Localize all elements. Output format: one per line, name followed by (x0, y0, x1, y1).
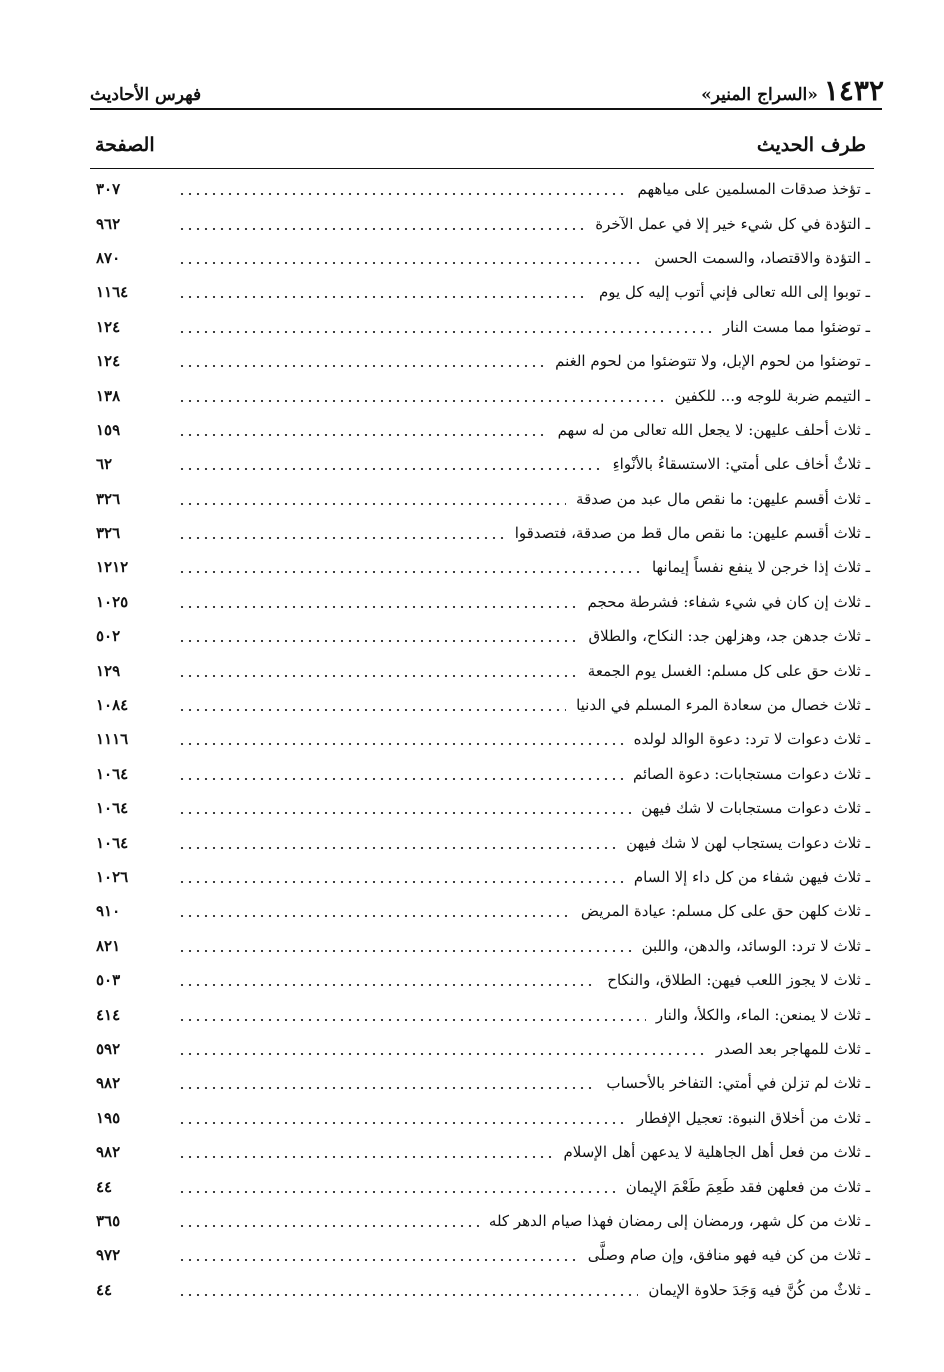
entry-page-number: ١٠٦٤ (96, 799, 129, 818)
header-right-group (701, 76, 884, 106)
dot-leader (178, 606, 577, 608)
list-item (92, 1204, 870, 1238)
dot-leader (178, 709, 566, 711)
entry-page-number: ٩٦٢ (96, 214, 121, 233)
entry-page-number: ٦٢ (96, 455, 113, 474)
entry-hadith-text: ـ ثلاث حق على كل مسلم: الغسل يوم الجمعة (587, 661, 870, 680)
dot-leader (178, 296, 589, 298)
list-item (92, 653, 870, 687)
list-item (92, 516, 870, 550)
dot-leader (178, 537, 505, 539)
entry-hadith-text: ـ ثلاث إذا خرجن لا ينفع نفساً إيمانها (651, 558, 870, 577)
dot-leader (178, 228, 585, 230)
dot-leader (178, 1087, 596, 1089)
dot-leader (178, 881, 624, 883)
entry-page-number: ١٩٥ (96, 1108, 121, 1127)
entry-page-number: ٣٠٧ (96, 180, 121, 199)
dot-leader (178, 950, 632, 952)
dot-leader (178, 640, 578, 642)
entry-hadith-text: ـ ثلاث من فعل أهل الجاهلية لا يدعهن أهل الإسلام (563, 1143, 870, 1162)
list-item (92, 619, 870, 653)
entry-hadith-text: ـ ثلاثٌ من كُنَّ فيه وَجَدَ حلاوة الإيمان (648, 1280, 870, 1299)
entry-hadith-text: ـ ثلاث أقسم عليهن: ما نقص مال قط من صدقة، فتصدقوا (514, 524, 870, 543)
dot-leader (178, 1259, 578, 1261)
list-item (92, 1032, 870, 1066)
entry-page-number: ١٠٦٤ (96, 833, 129, 852)
list-item (92, 997, 870, 1031)
entry-hadith-text: ـ ثلاث لا يجوز اللعب فيهن: الطلاق، والنكاح (607, 971, 870, 990)
entry-page-number: ٩١٠ (96, 902, 121, 921)
entry-hadith-text: ـ ثلاث للمهاجر بعد الصدر (715, 1039, 870, 1058)
list-item (92, 206, 870, 240)
dot-leader (178, 778, 623, 780)
dot-leader (178, 984, 597, 986)
list-item (92, 413, 870, 447)
list-item (92, 1169, 870, 1203)
hadith-index-list (92, 172, 870, 1307)
list-item (92, 757, 870, 791)
entry-page-number: ٤٤ (96, 1280, 113, 1299)
entry-hadith-text: ـ ثلاث دعوات لا ترد: دعوة الوالد لولده (633, 730, 870, 749)
dot-leader (178, 1191, 616, 1193)
entry-hadith-text: ـ ثلاث دعوات مستجابات لا شك فيهن (641, 799, 870, 818)
entry-page-number: ٩٨٢ (96, 1074, 121, 1093)
section-title: فهرس الأحاديث (90, 85, 202, 105)
entry-hadith-text: ـ ثلاث من كن فيه فهو منافق، وإن صام وصلَّى (587, 1246, 870, 1265)
list-item (92, 963, 870, 997)
dot-leader (178, 1122, 627, 1124)
entry-page-number: ١١٦٤ (96, 283, 129, 302)
entry-hadith-text: ـ التيمم ضربة للوجه و... للكفين (674, 386, 870, 405)
list-item (92, 1066, 870, 1100)
entry-hadith-text: ـ ثلاث إن كان في شيء شفاء: فشرطة محجم (587, 592, 870, 611)
dot-leader (178, 915, 571, 917)
entry-hadith-text: ـ ثلاث جدهن جد، وهزلهن جد: النكاح، والطلاق (588, 627, 870, 646)
list-item (92, 275, 870, 309)
entry-hadith-text: ـ ثلاث أحلف عليهن: لا يجعل الله تعالى من له سهم (557, 420, 870, 439)
entry-hadith-text: ـ ثلاث دعوات مستجابات: دعوة الصائم (633, 764, 870, 783)
entry-hadith-text: ـ ثلاث فيهن شفاء من كل داء إلا السام (633, 868, 870, 886)
entry-page-number: ١٢٩ (96, 661, 121, 680)
entry-page-number: ٥٠٣ (96, 971, 121, 990)
list-item (92, 310, 870, 344)
entry-page-number: ١٠٢٥ (96, 592, 129, 611)
entry-hadith-text: ـ التؤدة والاقتصاد، والسمت الحسن (654, 248, 870, 267)
entry-hadith-text: ـ ثلاث أقسم عليهن: ما نقص مال عبد من صدقة (576, 489, 870, 508)
list-item (92, 550, 870, 584)
list-item (92, 722, 870, 756)
list-item (92, 1135, 870, 1169)
entry-hadith-text: ـ توضئوا مما مست النار (722, 317, 870, 336)
list-item (92, 860, 870, 894)
header-rule (90, 108, 882, 110)
list-item (92, 929, 870, 963)
dot-leader (178, 262, 644, 264)
entry-page-number: ٥٠٢ (96, 627, 121, 646)
running-header (90, 66, 884, 106)
list-item (92, 447, 870, 481)
entry-page-number: ١١١٦ (96, 730, 129, 749)
page-number: ١٤٣٢ (823, 74, 884, 107)
page-column-heading: الصفحة (95, 134, 155, 156)
dot-leader (178, 365, 545, 367)
dot-leader (178, 675, 578, 677)
entry-hadith-text: ـ ثلاث لا يمنعن: الماء، والكلأ، والنار (655, 1005, 870, 1024)
entry-page-number: ١٢٤ (96, 317, 121, 336)
entry-page-number: ٤١٤ (96, 1005, 121, 1024)
entry-hadith-text: ـ ثلاث لم تزلن في أمتي: التفاخر بالأحساب (606, 1074, 870, 1093)
list-item (92, 1273, 870, 1307)
entry-hadith-text: ـ ثلاث لا ترد: الوسائد، والدهن، واللبن (641, 936, 870, 955)
entry-page-number: ٤٤ (96, 1177, 113, 1196)
entry-page-number: ٩٧٢ (96, 1246, 121, 1265)
entry-page-number: ٨٧٠ (96, 248, 121, 267)
dot-leader (178, 743, 624, 745)
list-item (92, 1101, 870, 1135)
entry-page-number: ١٠٦٤ (96, 764, 129, 783)
entry-page-number: ٣٢٦ (96, 489, 121, 508)
dot-leader (178, 1156, 554, 1158)
dot-leader (178, 1053, 706, 1055)
dot-leader (178, 400, 665, 402)
list-item (92, 344, 870, 378)
list-item (92, 825, 870, 859)
dot-leader (178, 193, 627, 195)
entry-page-number: ٣٢٦ (96, 524, 121, 543)
dot-leader (178, 847, 616, 849)
dot-leader (178, 503, 566, 505)
dot-leader (178, 331, 713, 333)
list-item (92, 172, 870, 206)
dot-leader (178, 571, 642, 573)
list-item (92, 378, 870, 412)
entry-hadith-text: ـ ثلاث خصال من سعادة المرء المسلم في الدنيا (576, 696, 870, 715)
entry-page-number: ٨٢١ (96, 936, 121, 955)
entry-page-number: ١٢١٢ (96, 558, 129, 577)
entry-hadith-text: ـ توضئوا من لحوم الإبل، ولا تتوضئوا من لحوم الغنم (555, 352, 870, 371)
entry-hadith-text: ـ تؤخذ صدقات المسلمين على مياههم (637, 180, 870, 199)
column-heading-rule (90, 168, 874, 169)
entry-hadith-text: ـ ثلاثٌ أخاف على أمتي: الاستسقاءُ بالأنْواءِ (612, 455, 870, 474)
list-item (92, 241, 870, 275)
entry-page-number: ١٥٩ (96, 420, 121, 439)
entry-page-number: ١٠٨٤ (96, 696, 129, 715)
entry-page-number: ١٠٢٦ (96, 868, 129, 886)
hadith-column-heading: طرف الحديث (756, 134, 866, 156)
list-item (92, 791, 870, 825)
dot-leader (178, 1019, 646, 1021)
dot-leader (178, 1294, 638, 1296)
entry-hadith-text: ـ توبوا إلى الله تعالى فإني أتوب إليه كل يوم (598, 283, 870, 302)
list-item (92, 482, 870, 516)
dot-leader (178, 812, 631, 814)
entry-hadith-text: ـ ثلاث كلهن حق على كل مسلم: عيادة المريض (580, 902, 870, 921)
entry-page-number: ١٣٨ (96, 386, 121, 405)
entry-page-number: ٥٩٢ (96, 1039, 121, 1058)
entry-page-number: ١٢٤ (96, 352, 121, 371)
entry-hadith-text: ـ ثلاث دعوات يستجاب لهن لا شك فيهن (626, 833, 870, 852)
entry-hadith-text: ـ التؤدة في كل شيء خير إلا في عمل الآخرة (595, 214, 870, 233)
entry-hadith-text: ـ ثلاث من فعلهن فقد طَعِمَ طَعْمَ الإيمان (625, 1177, 870, 1196)
entry-page-number: ٩٨٢ (96, 1143, 121, 1162)
list-item (92, 688, 870, 722)
entry-hadith-text: ـ ثلاث من كل شهر، ورمضان إلى رمضان فهذا صيام الدهر كله (488, 1211, 870, 1230)
column-headings (95, 130, 866, 160)
entry-page-number: ٣٦٥ (96, 1211, 121, 1230)
dot-leader (178, 434, 548, 436)
dot-leader (178, 1225, 479, 1227)
list-item (92, 894, 870, 928)
list-item (92, 585, 870, 619)
book-title: «السراج المنير» (701, 85, 818, 105)
dot-leader (178, 468, 603, 470)
entry-hadith-text: ـ ثلاث من أخلاق النبوة: تعجيل الإفطار (636, 1108, 870, 1127)
list-item (92, 1238, 870, 1272)
